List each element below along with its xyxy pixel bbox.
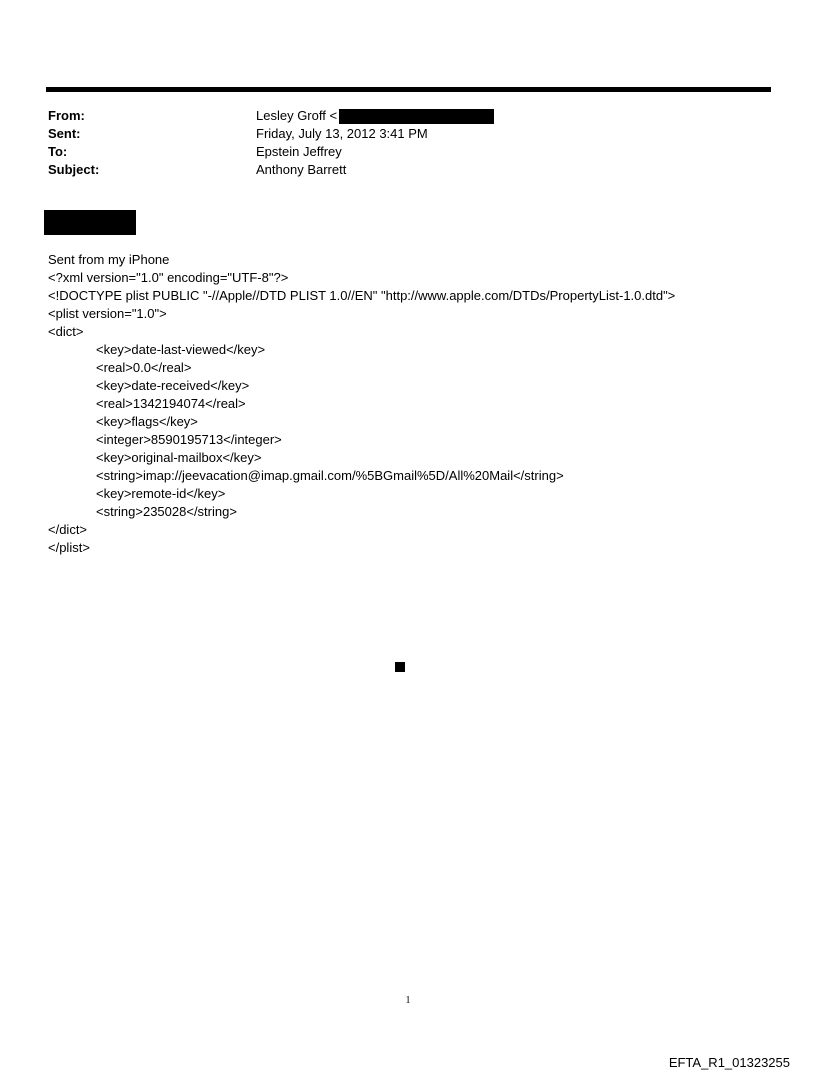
body-line: <key>original-mailbox</key>: [96, 450, 262, 465]
sent-label: Sent:: [48, 126, 81, 141]
page-number: 1: [405, 995, 411, 1006]
body-line: <?xml version="1.0" encoding="UTF-8"?>: [48, 270, 289, 285]
header-row-subject: [48, 161, 768, 179]
header-rule: [46, 87, 771, 92]
body-line: <key>date-last-viewed</key>: [96, 342, 266, 357]
body-line: </dict>: [48, 522, 88, 537]
body-line: <real>0.0</real>: [96, 360, 192, 375]
body-line: <string>imap://jeevacation@imap.gmail.com/%5BGmail%5D/All%20Mail</string>: [96, 468, 564, 483]
document-id: EFTA_R1_01323255: [668, 1055, 790, 1070]
body-line: Sent from my iPhone: [48, 252, 170, 267]
sent-value: Friday, July 13, 2012 3:41 PM: [256, 126, 428, 141]
from-value: [256, 107, 494, 125]
email-body: [48, 251, 788, 557]
redacted-block: [44, 210, 136, 235]
from-label: From:: [48, 108, 85, 123]
body-line: <dict>: [48, 324, 84, 339]
header-row-from: [48, 107, 768, 125]
header-row-sent: [48, 125, 768, 143]
body-line: </plist>: [48, 540, 90, 555]
from-name: Lesley Groff <: [256, 108, 338, 123]
body-line: <key>remote-id</key>: [96, 486, 226, 501]
to-value: Epstein Jeffrey: [256, 144, 342, 159]
square-marker: [395, 662, 405, 672]
redacted-email: [339, 109, 494, 124]
subject-value: Anthony Barrett: [256, 162, 347, 177]
header-row-to: [48, 143, 768, 161]
body-line: <key>flags</key>: [96, 414, 198, 429]
to-label: To:: [48, 144, 68, 159]
body-line: <key>date-received</key>: [96, 378, 250, 393]
body-line: <real>1342194074</real>: [96, 396, 246, 411]
body-line: <!DOCTYPE plist PUBLIC "-//Apple//DTD PLIST 1.0//EN" "http://www.apple.com/DTDs/PropertyList-1.0.dtd">: [48, 288, 676, 303]
body-line: <plist version="1.0">: [48, 306, 167, 321]
email-header: [48, 107, 768, 179]
subject-label: Subject:: [48, 162, 100, 177]
body-line: <string>235028</string>: [96, 504, 237, 519]
body-line: <integer>8590195713</integer>: [96, 432, 282, 447]
